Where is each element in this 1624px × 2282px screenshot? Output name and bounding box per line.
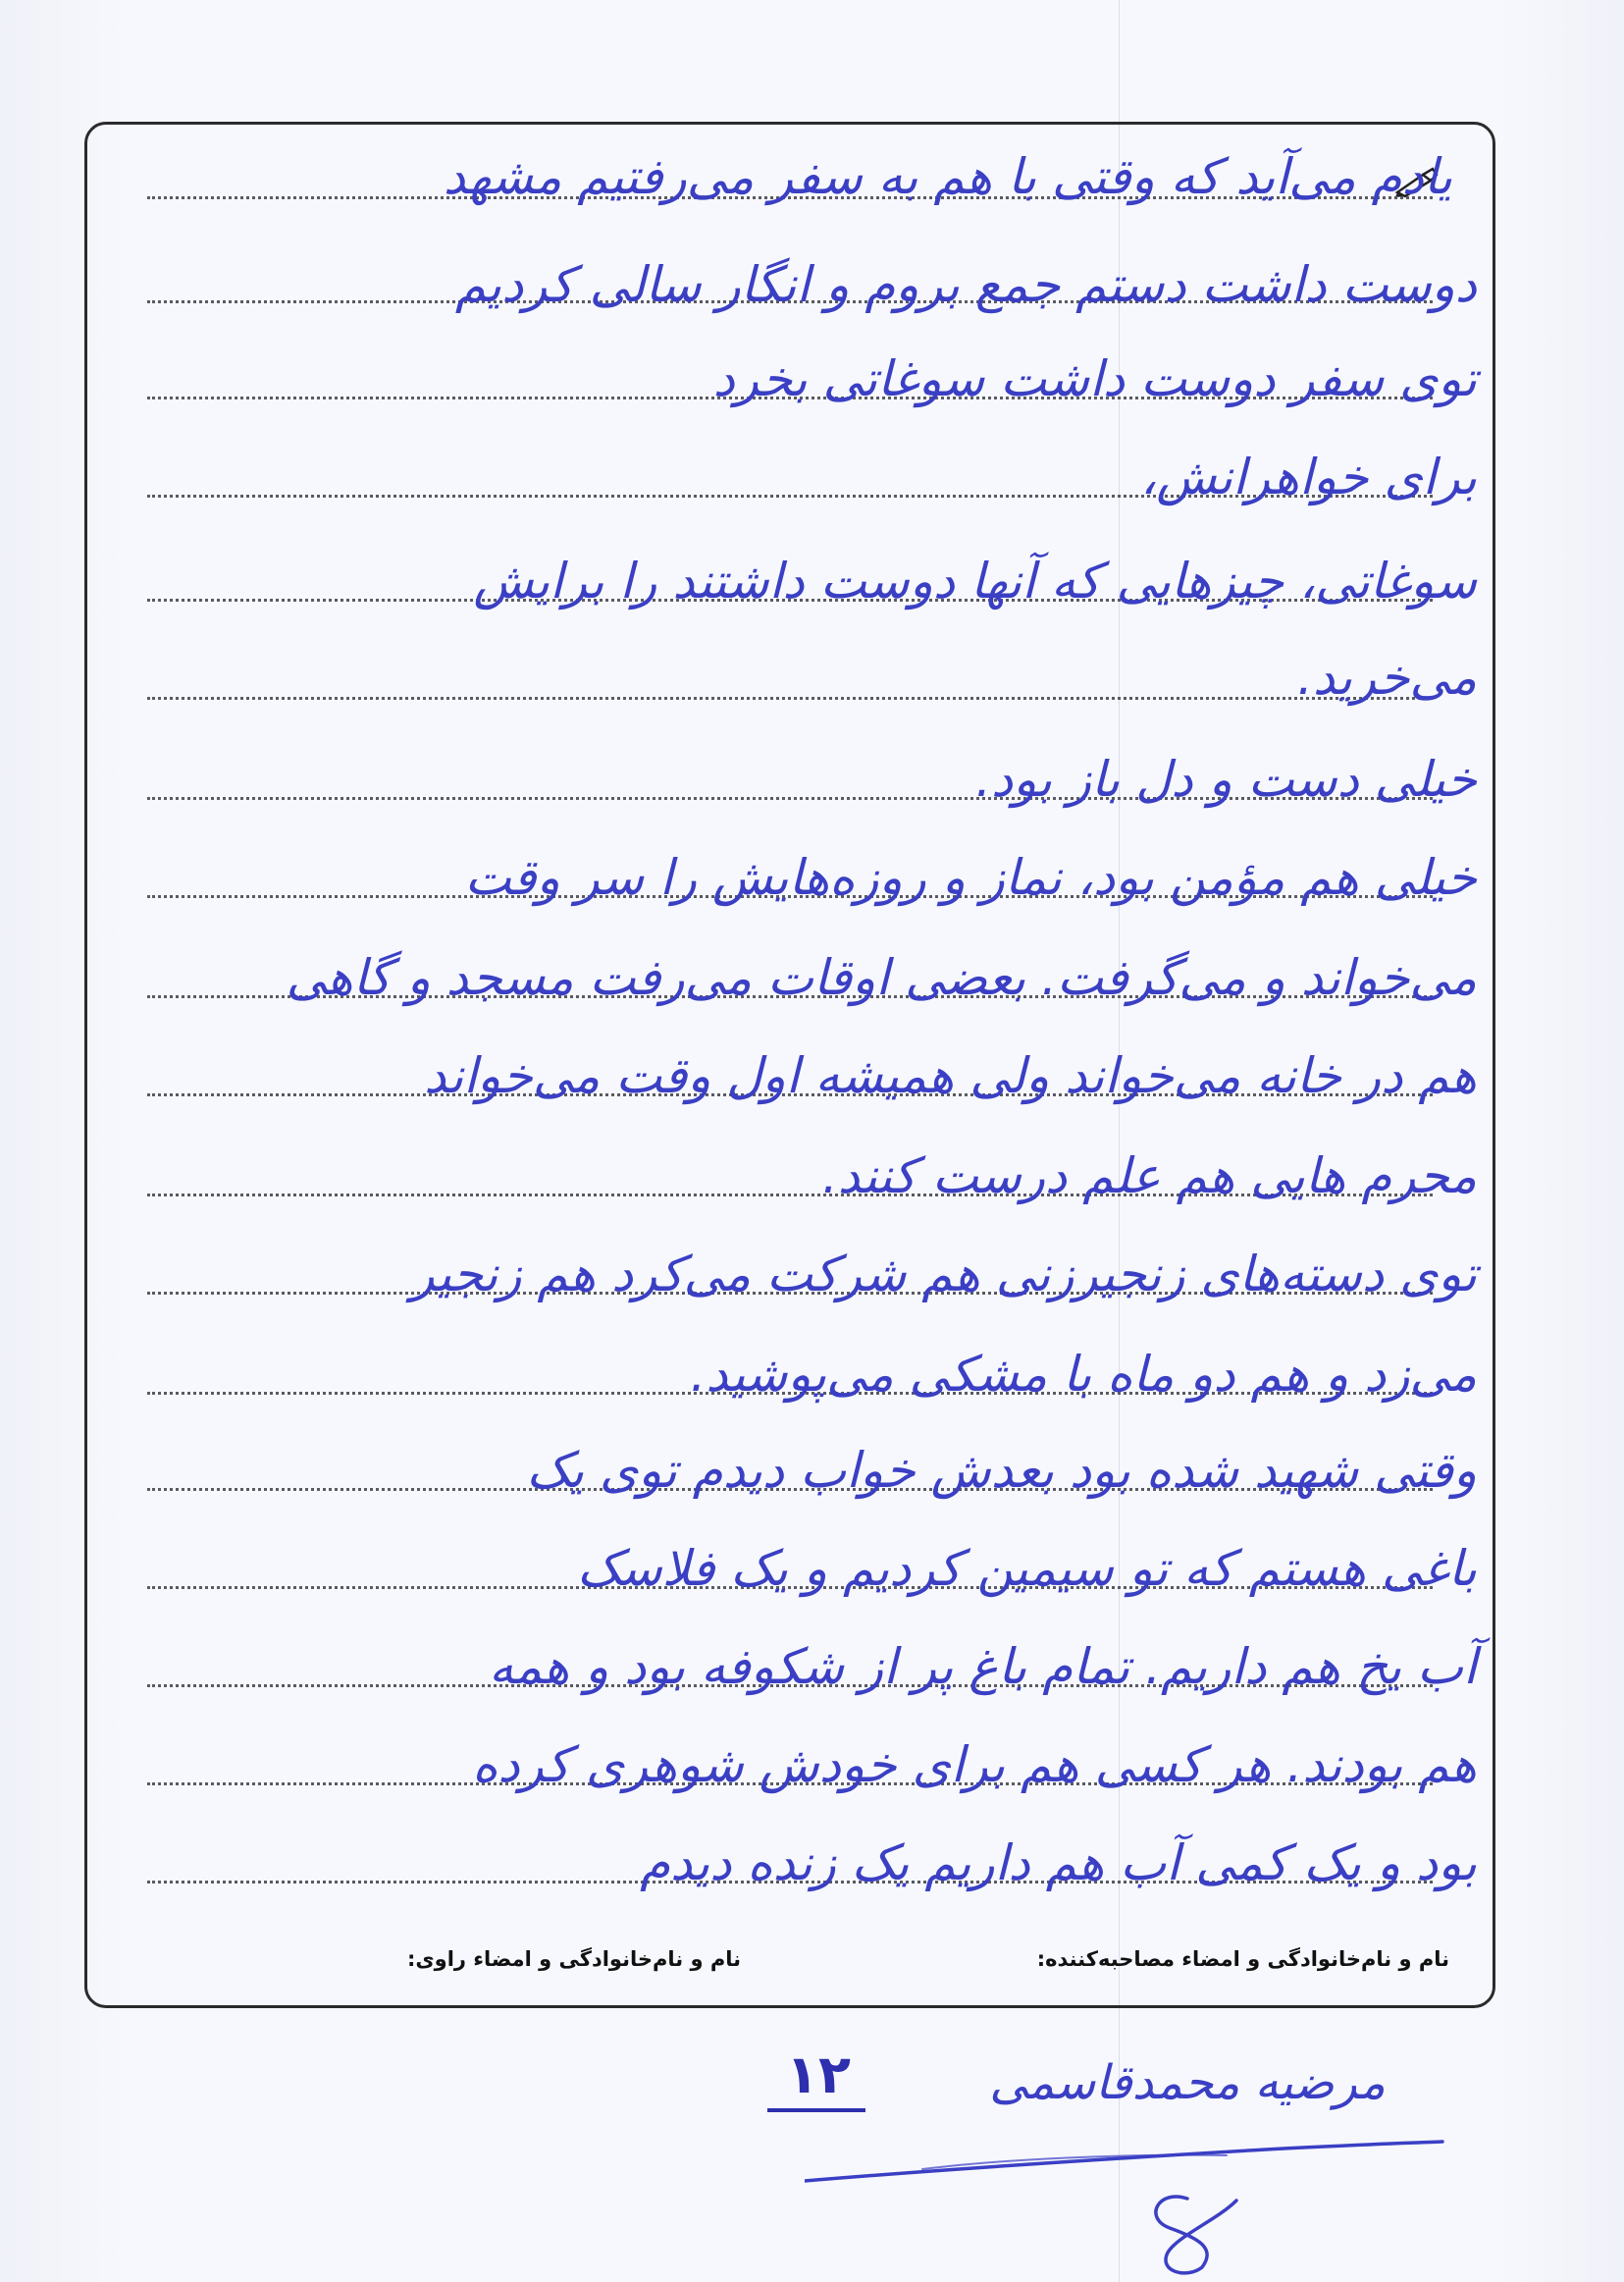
handwritten-line: می‌زد و هم دو ماه با مشکی می‌پوشید. [690,1346,1477,1403]
page-number-underline [767,2108,865,2112]
handwritten-line: بود و یک کمی آب هم داریم یک زنده دیدم [640,1834,1477,1891]
handwritten-line: می‌خرید. [1296,649,1477,706]
handwritten-line: توی سفر دوست داشت سوغاتی بخرد [712,350,1477,407]
interviewer-signature-label: نام و نام‌خانوادگی و امضاء مصاحبه‌کننده: [1036,1947,1449,1971]
handwritten-line: محرم هایی هم علم درست کنند. [821,1147,1477,1204]
handwritten-line: خیلی دست و دل باز بود. [975,751,1477,808]
handwritten-line: وقتی شهید شده بود بعدش خواب دیدم توی یک [526,1442,1477,1499]
signature-mark [805,2130,1452,2277]
handwritten-line: توی دسته‌های زنجیرزنی هم شرکت می‌کرد هم زنجیر [410,1246,1477,1302]
handwritten-line: آب یخ هم داریم. تمام باغ پر از شکوفه بود و همه [489,1638,1477,1695]
narrator-signature-label: نام و نام‌خانوادگی و امضاء راوی: [407,1947,741,1971]
handwritten-line: برای خواهرانش، [1140,449,1477,505]
handwritten-line: می‌خواند و می‌گرفت. بعضی اوقات می‌رفت مسجد و گاهی [286,949,1477,1006]
handwritten-line: باغی هستم که تو سیمین کردیم و یک فلاسک [577,1540,1477,1597]
handwritten-line: هم بودند. هر کسی هم برای خودش شوهری کرده [472,1736,1477,1793]
handwritten-line: خیلی هم مؤمن بود، نماز و روزه‌هایش را سر وقت [464,849,1477,906]
handwritten-line: دوست داشت دستم جمع بروم و انگار سالی کردیم [454,256,1477,313]
page-number: ۱۲ [786,2043,851,2105]
signature-name: مرضیه محمدقاسمی [989,2055,1386,2110]
handwritten-line: سوغاتی، چیزهایی که آنها دوست داشتند را برایش [473,553,1477,610]
handwritten-line: هم در خانه می‌خواند ولی همیشه اول وقت می‌خواند [424,1047,1477,1104]
handwritten-line: یادم می‌آید که وقتی با هم به سفر می‌رفتیم مشهد [443,148,1452,205]
ruled-line [147,697,1433,700]
